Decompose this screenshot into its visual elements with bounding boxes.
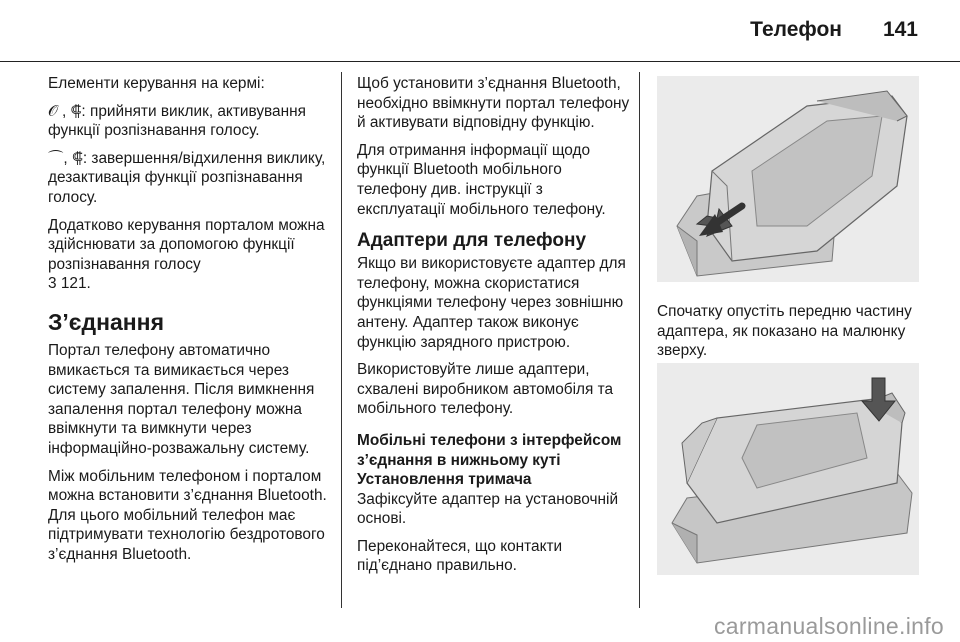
install-paragraph-2: Переконайтеся, що контакти під’єднано правильно. xyxy=(357,537,563,575)
section-heading-adapters: Адаптери для телефону xyxy=(357,230,587,252)
voice-control-text xyxy=(48,216,334,294)
figure-adapter-install xyxy=(657,363,919,575)
connection-paragraph-1: Портал телефону автоматично вмикається та вимикається через систему запалення. Після вимкнення запалення портал телефону можна ввімкнути та вимкнути через інформаційно-розважальну систему. xyxy=(48,341,315,457)
watermark: carmanualsonline.info xyxy=(713,613,944,639)
adapter-install-illustration xyxy=(657,363,919,575)
adapter-removal-illustration xyxy=(657,76,919,282)
install-paragraph-1: Зафіксуйте адаптер на установочній основі. xyxy=(357,490,619,528)
column-3 xyxy=(657,302,923,369)
figure-caption: Спочатку опустіть передню частину адаптера, як показано на малюнку зверху. xyxy=(657,303,912,360)
section-heading-connection: З’єднання xyxy=(48,308,164,335)
column-divider-2 xyxy=(639,72,640,608)
connection-paragraph-2: Між мобільним телефоном і порталом можна встановити з’єднання Bluetooth. Для цього мобільний телефон має підтримувати технологію бездротового з’єднання Bluetooth. xyxy=(48,467,327,563)
bluetooth-paragraph-1: Щоб установити з’єднання Bluetooth, необхідно ввімкнути портал телефону й активувати відповідну функцію. xyxy=(357,75,630,132)
control-answer-call: 𝒪 , ⸿: прийняти виклик, активування функції розпізнавання голосу. xyxy=(48,102,306,140)
bluetooth-paragraph-2: Для отримання інформації щодо функції Bluetooth мобільного телефону див. інструкції з експлуатації мобільного телефону. xyxy=(357,141,606,218)
page-reference: 3 121. xyxy=(48,275,91,293)
page-header xyxy=(0,0,960,62)
adapters-paragraph-2: Використовуйте лише адаптери, схвалені виробником автомобіля та мобільного телефону. xyxy=(357,361,614,418)
column-2 xyxy=(357,74,633,584)
column-1 xyxy=(48,74,334,572)
voice-control-body: Додатково керування порталом можна здійснювати за допомогою функції розпізнавання голосу xyxy=(48,216,325,273)
figure-adapter-removal xyxy=(657,76,919,282)
page-title: Телефон xyxy=(750,18,842,41)
subheading-interface: Мобільні телефони з інтерфейсом з’єднання в нижньому куті xyxy=(357,431,622,469)
controls-intro: Елементи керування на кермі: xyxy=(48,75,265,92)
column-divider-1 xyxy=(341,72,342,608)
control-end-call: ⌒, ⸿: завершення/відхилення виклику, дезактивація функції розпізнавання голосу. xyxy=(48,149,326,206)
page-number: 141 xyxy=(882,18,918,41)
subheading-holder-install: Установлення тримача xyxy=(357,471,532,489)
adapters-paragraph-1: Якщо ви використовуєте адаптер для телефону, можна скористатися функціями телефону через зовнішню антену. Адаптер також виконує функцію зарядного пристрою. xyxy=(357,255,626,351)
header-rule xyxy=(0,61,960,62)
